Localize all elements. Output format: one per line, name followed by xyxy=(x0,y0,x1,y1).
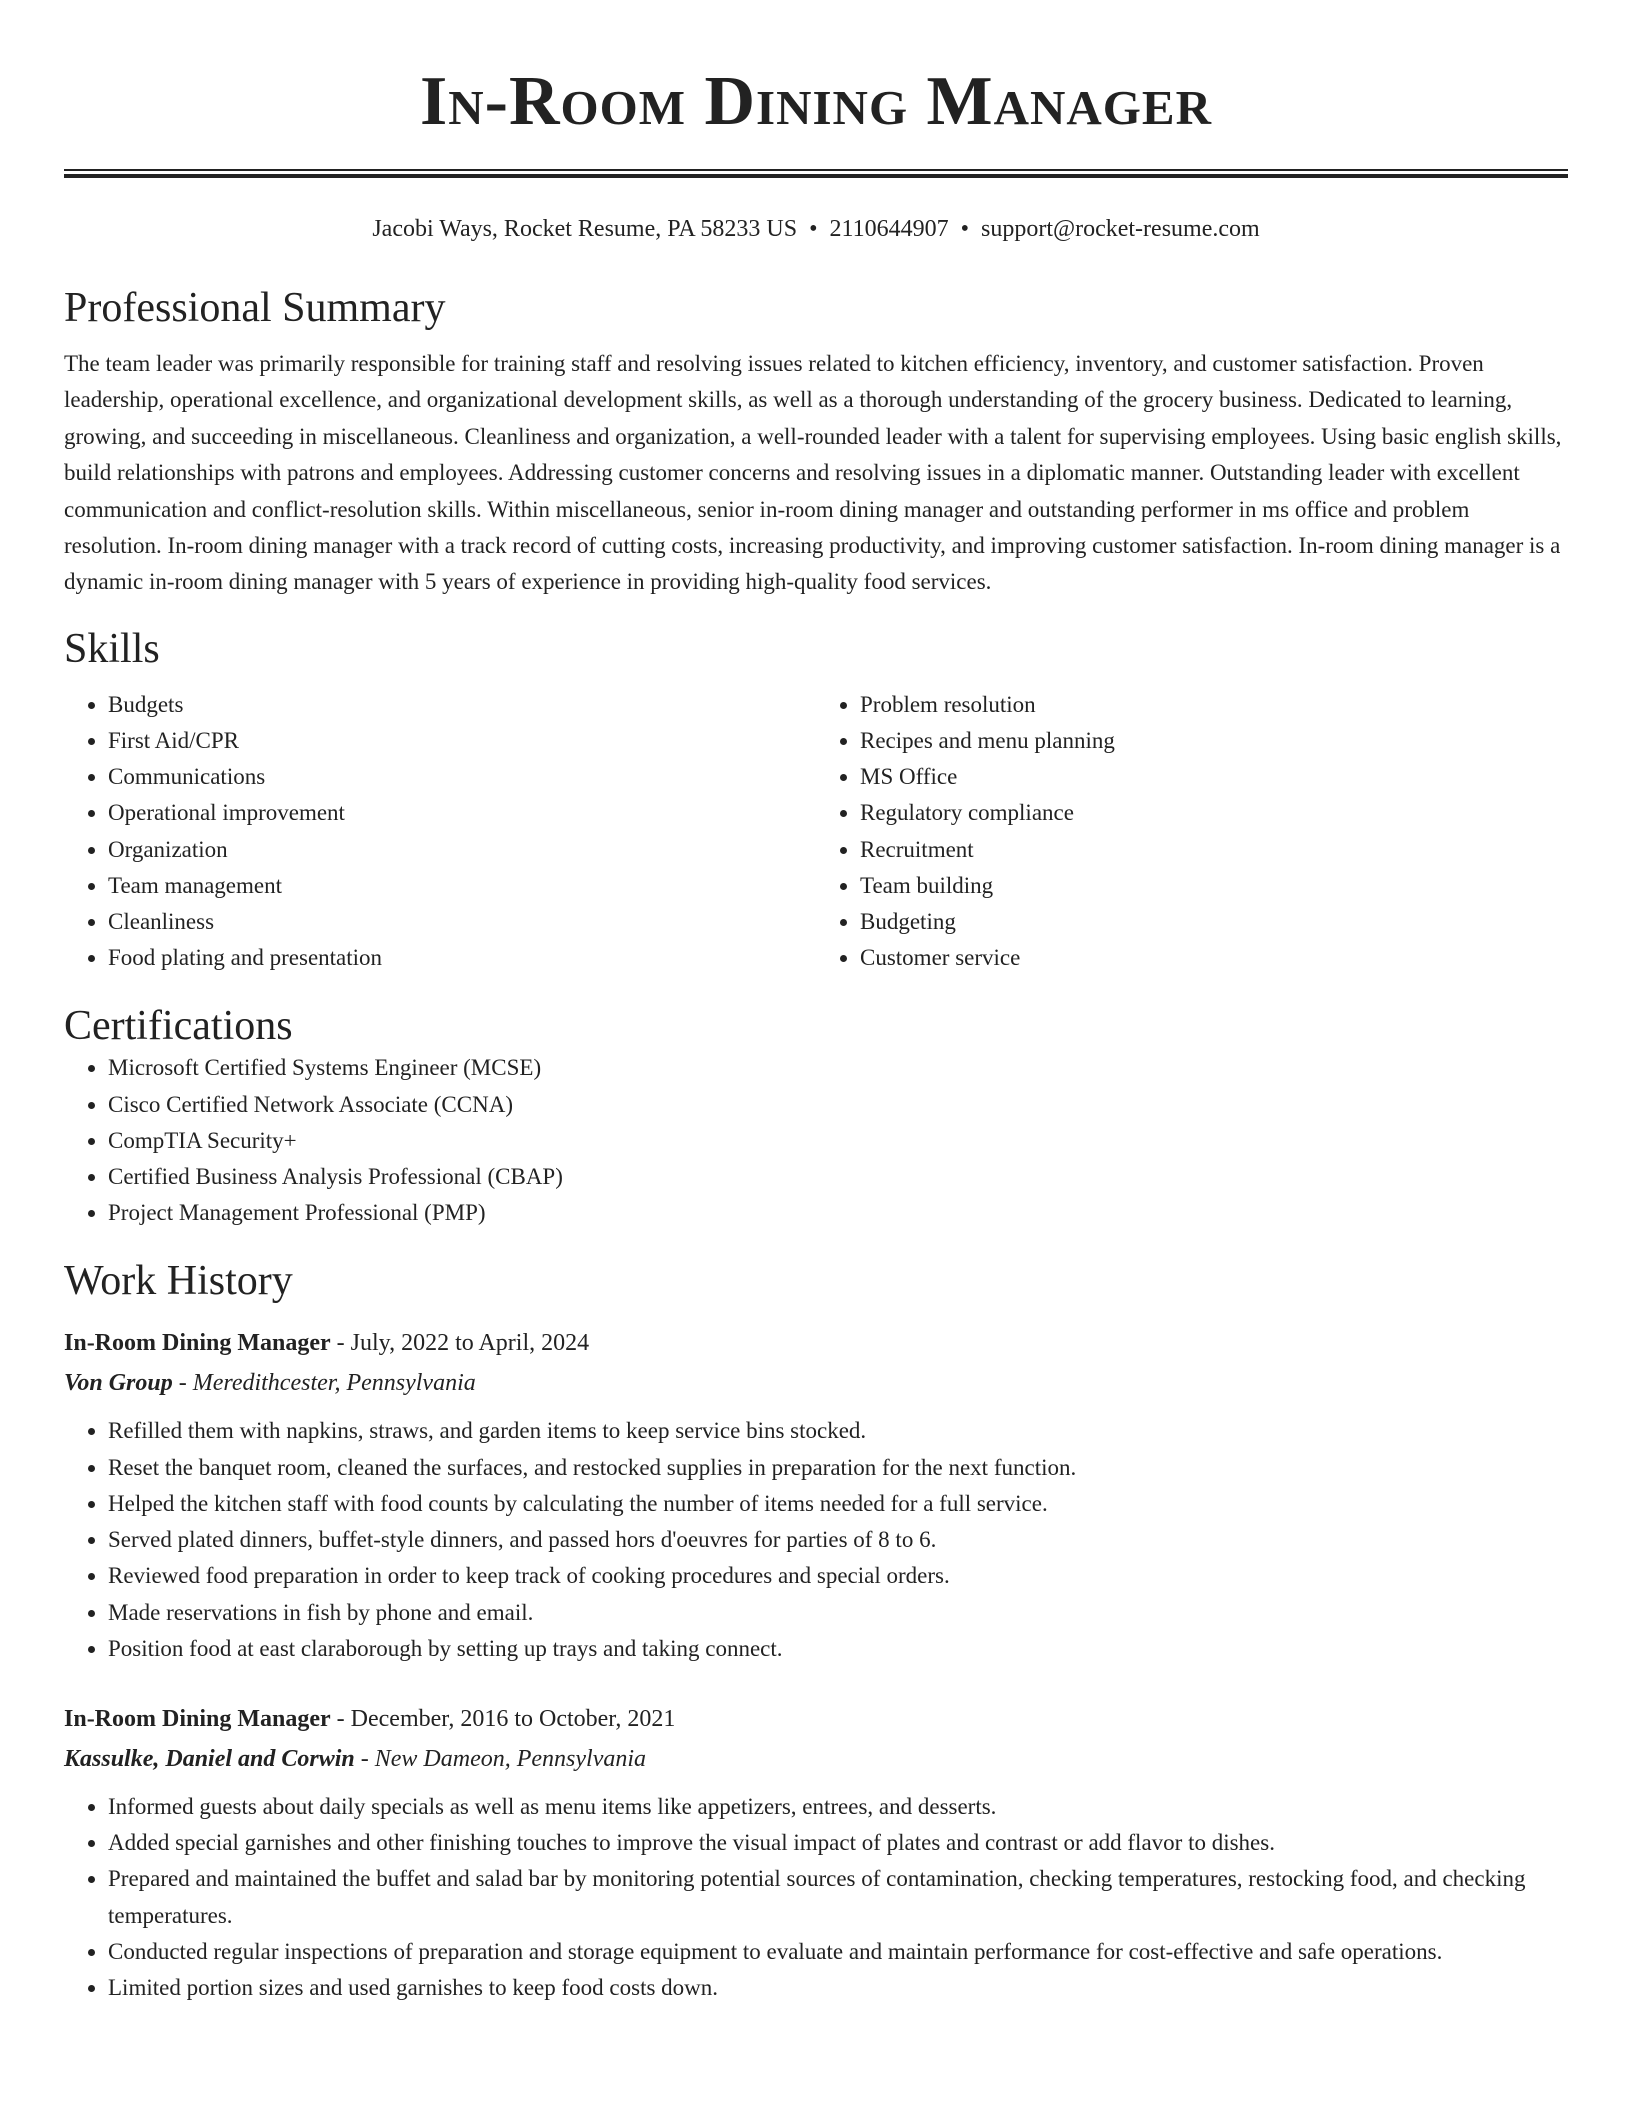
job-title: In-Room Dining Manager xyxy=(64,1330,331,1357)
skill-item: • Recipes and menu planning xyxy=(860,723,1568,759)
skill-item: • Food plating and presentation xyxy=(108,940,816,976)
job-company-line xyxy=(64,1363,1568,1403)
contact-separator: • xyxy=(809,216,818,242)
job-duty: • Prepared and maintained the buffet and salad bar by monitoring potential sources of contamination, checking temperatures, restocking food, and checking temperatures. xyxy=(108,1861,1568,1933)
job-duty: • Reset the banquet room, cleaned the surfaces, and restocked supplies in preparation for the next function. xyxy=(108,1450,1568,1486)
skill-item: • First Aid/CPR xyxy=(108,723,816,759)
job-duty: • Refilled them with napkins, straws, and garden items to keep service bins stocked. xyxy=(108,1413,1568,1449)
job-duties-list xyxy=(64,1413,1568,1666)
skills-list-right xyxy=(816,687,1568,977)
job-dash: - xyxy=(330,1705,351,1732)
skills-list-left xyxy=(64,687,816,977)
job-company-line xyxy=(64,1739,1568,1779)
job-duty: • Conducted regular inspections of preparation and storage equipment to evaluate and maintain performance for cost-effective and safe operations. xyxy=(108,1934,1568,1970)
skill-item: • Organization xyxy=(108,832,816,868)
skills-heading: Skills xyxy=(64,625,160,672)
job-entry xyxy=(64,1699,1568,2006)
contact-separator: • xyxy=(960,216,969,242)
contact-line xyxy=(64,214,1568,244)
skills-columns xyxy=(64,687,1568,977)
job-duty: • Reviewed food preparation in order to keep track of cooking procedures and special orders. xyxy=(108,1558,1568,1594)
job-company: Von Group xyxy=(64,1370,173,1397)
job-dash: - xyxy=(172,1370,193,1397)
skill-item: • Communications xyxy=(108,759,816,795)
certification-item: • Microsoft Certified Systems Engineer (MCSE) xyxy=(108,1050,1568,1086)
certifications-list xyxy=(64,1050,1568,1231)
skill-item: • Problem resolution xyxy=(860,687,1568,723)
job-dates: December, 2016 to October, 2021 xyxy=(350,1705,676,1732)
summary-text: The team leader was primarily responsible for training staff and resolving issues related to kitchen efficiency, inventory, and customer satisfaction. Proven leadership, operational excellence, and organizational development skills, as well as a thorough understanding of the grocery business. Dedicated to learning, growing, and succeeding in miscellaneous. Cleanliness and organization, a well-rounded leader with a talent for supervising employees. Using basic english skills, build relationships with patrons and employees. Addressing customer concerns and resolving issues in a diplomatic manner. Outstanding leader with excellent communication and conflict-resolution skills. Within miscellaneous, senior in-room dining manager and outstanding performer in ms office and problem resolution. In-room dining manager with a track record of cutting costs, increasing productivity, and improving customer satisfaction. In-room dining manager is a dynamic in-room dining manager with 5 years of experience in providing high-quality food services. xyxy=(64,351,1562,595)
certification-item: • Cisco Certified Network Associate (CCNA) xyxy=(108,1087,1568,1123)
job-duty: • Helped the kitchen staff with food counts by calculating the number of items needed for a full service. xyxy=(108,1486,1568,1522)
job-title: In-Room Dining Manager xyxy=(64,1705,331,1732)
skill-item: • Recruitment xyxy=(860,832,1568,868)
job-duty: • Served plated dinners, buffet-style dinners, and passed hors d'oeuvres for parties of 8 to 6. xyxy=(108,1522,1568,1558)
job-dates: July, 2022 to April, 2024 xyxy=(350,1330,590,1357)
certifications-heading: Certifications xyxy=(64,1003,293,1050)
title-divider xyxy=(64,169,1568,178)
certification-item: • Project Management Professional (PMP) xyxy=(108,1195,1568,1231)
resume-title: In-Room Dining Manager xyxy=(420,63,1212,140)
contact-address: Jacobi Ways, Rocket Resume, PA 58233 US xyxy=(372,216,798,242)
certification-item: • Certified Business Analysis Professional (CBAP) xyxy=(108,1159,1568,1195)
skill-item: • Budgets xyxy=(108,687,816,723)
job-duty: • Informed guests about daily specials as well as menu items like appetizers, entrees, and desserts. xyxy=(108,1789,1568,1825)
job-dash: - xyxy=(330,1330,351,1357)
job-duty: • Limited portion sizes and used garnishes to keep food costs down. xyxy=(108,1970,1568,2006)
job-location: Meredithcester, Pennsylvania xyxy=(192,1370,476,1397)
skill-item: • Cleanliness xyxy=(108,904,816,940)
job-location: New Dameon, Pennsylvania xyxy=(374,1745,647,1772)
contact-email: support@rocket-resume.com xyxy=(980,216,1260,242)
work-history-heading: Work History xyxy=(64,1258,293,1305)
job-title-line xyxy=(64,1699,1568,1739)
job-duty: • Added special garnishes and other finishing touches to improve the visual impact of plates and contrast or add flavor to dishes. xyxy=(108,1825,1568,1861)
job-title-line xyxy=(64,1323,1568,1363)
job-dash: - xyxy=(354,1745,375,1772)
skill-item: • Customer service xyxy=(860,940,1568,976)
skill-item: • Team building xyxy=(860,868,1568,904)
skill-item: • Team management xyxy=(108,868,816,904)
job-duty: • Made reservations in fish by phone and email. xyxy=(108,1595,1568,1631)
contact-phone: 2110644907 xyxy=(829,216,949,242)
job-duty: • Position food at east claraborough by setting up trays and taking connect. xyxy=(108,1631,1568,1667)
job-entry xyxy=(64,1323,1568,1666)
summary-heading: Professional Summary xyxy=(64,285,446,331)
skill-item: • Regulatory compliance xyxy=(860,795,1568,831)
skill-item: • Budgeting xyxy=(860,904,1568,940)
job-duties-list xyxy=(64,1789,1568,2006)
skill-item: • Operational improvement xyxy=(108,795,816,831)
skill-item: • MS Office xyxy=(860,759,1568,795)
job-company: Kassulke, Daniel and Corwin xyxy=(64,1745,355,1772)
certification-item: • CompTIA Security+ xyxy=(108,1123,1568,1159)
